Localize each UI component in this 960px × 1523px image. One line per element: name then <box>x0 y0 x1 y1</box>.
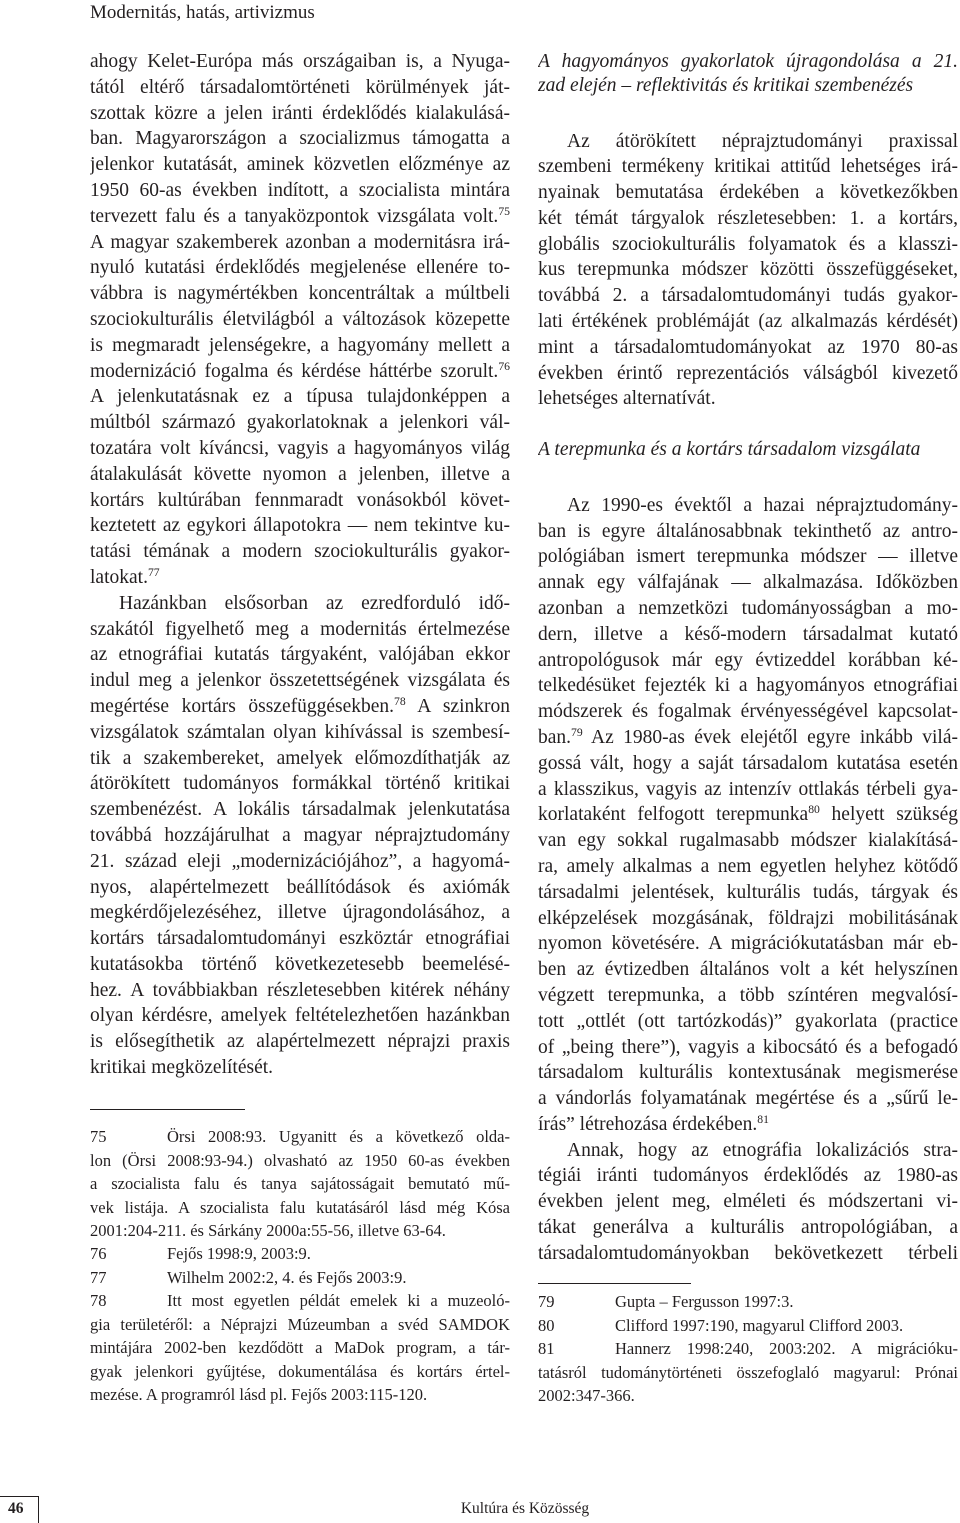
article-section <box>538 438 958 1266</box>
body-line: megkérdőjelezéséhez, illetve újragondolásához, a <box>90 902 510 924</box>
footnote-first-line <box>90 1125 510 1148</box>
body-line: pológiában ismert terepmunka módszer — illetve <box>538 546 958 568</box>
body-line: kritikai megközelítését. <box>90 1057 274 1079</box>
body-line: Annak, hogy az etnográfia lokalizációs stra- <box>567 1139 958 1161</box>
running-head: Modernitás, hatás, artivizmus <box>90 2 315 23</box>
body-line: A jelenkutatásnak ez a típusa tulajdonképpen a <box>90 386 510 408</box>
paragraph <box>90 591 510 1081</box>
body-line: ban. Magyarországon a szocializmus támogatta a <box>90 128 510 150</box>
footnote-text-line: gyak jelenkori gyűjtése, dokumentálása és kortárs értel- <box>90 1361 510 1381</box>
body-line: telkedésüket fejezték ki a hagyományos etnográfiai <box>538 675 958 697</box>
right-column-body <box>538 50 958 1267</box>
left-footnotes <box>90 1125 510 1406</box>
footnote-text-line: lon (Örsi 2008:93-94.) olvasható az 1950 60-as években <box>90 1150 510 1170</box>
body-line: Az 1990-es évektől a hazai néprajztudomány- <box>567 494 958 516</box>
section-heading-line: zad elején – reflektivitás és kritikai szembenézés <box>538 75 914 96</box>
body-line: kutatásokba történő következetesebb beemelésé- <box>90 953 510 975</box>
paragraph <box>90 49 510 591</box>
line-text: latokat. <box>90 566 148 588</box>
footnote-first-line <box>90 1289 510 1312</box>
body-line: években jelent meg, elméleti és módszertani vi- <box>538 1191 958 1213</box>
footnote-reference: 76 <box>498 359 510 373</box>
footnote-first-line <box>90 1266 510 1289</box>
paragraph <box>538 129 958 413</box>
body-line: társadalmi jelentések, kulturális tudás, tárgyak és <box>538 881 958 903</box>
body-line: a klasszikus, vagyis az intenzív ottlakás térbeli gya- <box>538 778 958 800</box>
body-line <box>538 725 958 751</box>
body-line: szottak közre a jelen iránti érdeklődés kialakulásá- <box>90 102 510 124</box>
footnote <box>90 1289 510 1406</box>
body-line <box>538 1112 958 1138</box>
footnote-text-line: Hannerz 1998:240, 2003:202. A migrációku- <box>615 1339 958 1359</box>
footnote-first-line <box>538 1314 958 1337</box>
body-line: hez. A továbbiakban részletesebben kitérek néhány <box>90 979 510 1001</box>
body-line: években érintő reprezentációs válságból kivezető <box>538 362 958 384</box>
body-line: kortárs kultúrában fennmaradt vonásokból követ- <box>90 489 510 511</box>
body-line: nyos, alapértelmezett beállítódások és axiómák <box>90 876 510 898</box>
body-line: tozatára volt kíváncsi, vagyis a hagyományos világ <box>90 437 510 459</box>
body-line: múltból származó gyakorlatoknak a jelenkori vál- <box>90 412 510 434</box>
footnote-text-line: 2002:347-366. <box>538 1386 635 1406</box>
body-line <box>90 359 510 385</box>
body-line <box>90 565 510 591</box>
section-heading-line: A terepmunka és a kortárs társadalom vizsgálata <box>538 439 921 461</box>
footnote-text-line: gia területéről: a Néprajzi Múzeumban a svéd SAMDOK <box>90 1314 510 1334</box>
line-text: helyett szükség <box>819 804 958 826</box>
footnote-number: 77 <box>90 1267 107 1287</box>
paragraph <box>538 493 958 1138</box>
body-line: két témát tárgyalok részletesebben: 1. a kortárs, <box>538 207 958 229</box>
body-line: tától eltérő társadalomtörténeti körülmények ját- <box>90 76 510 98</box>
body-line: kus terepmunka módszer közötti összefüggéseket, <box>538 259 958 281</box>
footnote-first-line <box>90 1242 510 1265</box>
footnote-first-line <box>538 1290 958 1313</box>
footnote-text-line: tatásról tudománytörténeti összefoglaló magyarul: Prónai <box>538 1362 958 1382</box>
body-line: átörökített tudományos formákkal történő kritikai <box>90 773 510 795</box>
body-line: nyuló kutatási érdeklődés megjelenése ellenére to- <box>90 257 510 279</box>
footnote-first-line <box>538 1337 958 1360</box>
footnote <box>538 1290 958 1313</box>
body-line: nyomon követésére. A migrációkutatásban már eb- <box>538 933 958 955</box>
body-line <box>90 204 510 230</box>
body-line: módszerek és fogalmak érvényességével kapcsolat- <box>538 701 958 723</box>
section-heading-line: A hagyományos gyakorlatok újragondolása a 21. <box>538 51 958 72</box>
body-line: A magyar szakemberek azonban a modernitásra irá- <box>90 231 510 253</box>
body-line: mint a társadalomtudományokat az 1970 80-as <box>538 336 958 358</box>
body-line: antropológusok már egy évtizeddel korábban ké- <box>538 649 958 671</box>
footnote-text-line: mezése. A programról lásd pl. Fejős 2003:115-120. <box>90 1385 428 1405</box>
line-text: megértése kortárs összefüggésekben. <box>90 695 395 717</box>
footnote-number: 75 <box>90 1127 107 1147</box>
body-line: átalakulását követte nyomon a jelenben, illetve a <box>90 463 510 485</box>
footnote-reference: 80 <box>808 803 820 817</box>
footnote-text-line: vek listája. A szocialista falu kutatásáról lásd még Kósa <box>90 1197 510 1217</box>
body-line: ben az évtizedben általános volt a két helyszínen <box>538 959 958 981</box>
body-line: jelenkor kutatását, aminek közvetlen előzménye az <box>90 154 510 176</box>
body-line: is megmaradt jelenségekre, a hagyomány mellett a <box>90 334 510 356</box>
body-line: van egy sokkal rugalmasabb módszer kialakításá- <box>538 830 958 852</box>
footnote-text-line: Clifford 1997:190, magyarul Clifford 2003. <box>615 1315 904 1335</box>
line-text: írás” létrehozása érdekében. <box>538 1113 758 1135</box>
footnote-text-line: Wilhelm 2002:2, 4. és Fejős 2003:9. <box>167 1267 407 1287</box>
body-line: annak egy válfajának — alkalmazása. Időközben <box>538 572 958 594</box>
body-line: társadalom kulturális kontextusának megismerése <box>538 1062 958 1084</box>
line-text: korlataként felfogott terepmunka <box>538 804 809 826</box>
line-text: A szinkron <box>405 695 510 717</box>
footnote <box>538 1314 958 1337</box>
body-line: olyan kérdésre, amelyek feltételezhetően hazánkban <box>90 1005 510 1027</box>
footnote-reference: 77 <box>147 565 160 579</box>
body-line: Az átörökített néprajztudományi praxissal <box>567 130 958 152</box>
body-line: szakától figyelhető meg a modernitás értelmezése <box>90 618 510 640</box>
footnote-separator <box>90 1109 245 1110</box>
body-line: vábbra is nagymértékben koncentráltak a múltbeli <box>90 283 510 305</box>
paragraph <box>538 1138 958 1267</box>
footnote-text-line: Fejős 1998:9, 2003:9. <box>167 1244 311 1264</box>
body-line: társadalomtudományokban bekövetkezett térbeli <box>538 1242 958 1264</box>
body-line: tákat generálva a kulturális antropológiában, a <box>538 1217 958 1239</box>
footnote-reference: 78 <box>394 694 406 708</box>
right-footnotes <box>538 1290 958 1407</box>
body-line <box>90 694 510 720</box>
body-line: kortárs társadalomtudományi eszköztár etnográfiai <box>90 928 510 950</box>
footnote-number: 78 <box>90 1291 107 1311</box>
footnote-text-line: Gupta – Fergusson 1997:3. <box>615 1292 794 1312</box>
body-line: vizsgálatok számtalan olyan kihívással is szembesí- <box>90 721 510 743</box>
body-line: of „being there”), vagyis a kibocsátó és a befogadó <box>538 1036 958 1058</box>
footnote-reference: 81 <box>757 1112 769 1126</box>
line-text: Az 1980-as évek elejétől egyre inkább vilá- <box>582 726 958 748</box>
footnote-number: 80 <box>538 1315 555 1335</box>
body-line: továbbá 2. a társadalomtudományi tudás gyakor- <box>538 285 958 307</box>
body-line: 21. század eleji „modernizációjához”, a hagyomá- <box>90 850 510 872</box>
body-line: 1950 60-as években indított, a szocialista mintára <box>90 179 510 201</box>
body-line: lati értékének problémáját (az alkalmazás kérdését) <box>538 311 958 333</box>
body-line: ahogy Kelet-Európa más országaiban is, a Nyuga- <box>90 51 510 72</box>
body-line: ban is egyre általánosabbnak tekinthető az antro- <box>538 520 958 542</box>
line-text: ban. <box>538 726 572 748</box>
body-line: Hazánkban elsősorban az ezredforduló idő- <box>119 592 510 614</box>
footnote <box>90 1242 510 1265</box>
footnote-number: 81 <box>538 1339 555 1359</box>
footnote-text-line: mintájára 2002-ben kezdődött a MaDok program, a tár- <box>90 1338 510 1358</box>
section-heading <box>538 438 958 462</box>
body-line <box>538 802 958 828</box>
body-line: tik a szakembereket, amelyek előmozdíthatják az <box>90 747 510 769</box>
body-line: is elősegíthetik az alapértelmezett néprajzi praxis <box>90 1031 510 1053</box>
body-line: szembenézést. A lokális társadalmak jelenkutatása <box>90 799 510 821</box>
footnote-text-line: Itt most egyetlen példát emelek ki a muzeoló- <box>167 1291 510 1311</box>
body-line: azonban a nemzetközi tudományosságban a mo- <box>538 597 958 619</box>
body-line: nyainak bemutatása érdekében a következőkben <box>538 182 958 204</box>
body-line: dern, illetve a késő-modern társadalmat kutató <box>538 623 958 645</box>
body-line: a vándorlás folyamatának megértése és a „sűrű le- <box>538 1088 958 1110</box>
body-line: keztetett az egykori állapotokra — nem tekintve ku- <box>90 515 510 537</box>
footnote <box>90 1125 510 1242</box>
footnote-separator <box>538 1283 691 1284</box>
footnote-text-line: Örsi 2008:93. Ugyanitt és a következő olda- <box>167 1127 510 1147</box>
page-number: 46 <box>8 1500 24 1517</box>
section-heading <box>538 50 958 98</box>
left-column-body <box>90 49 510 1081</box>
body-line: továbbá hozzájárulhat a magyar néprajztudomány <box>90 824 510 846</box>
footnote-text-line: 2001:204-211. és Sárkány 2000a:55-56, illetve 63-64. <box>90 1221 446 1241</box>
footnote-text-line: a szocialista falu és tanya sajátosságait bemutató mű- <box>90 1174 510 1194</box>
journal-title: Kultúra és Közösség <box>460 1500 590 1517</box>
body-line: tatási témának a modern szociokulturális gyakor- <box>90 541 510 563</box>
footnote-number: 76 <box>90 1244 107 1264</box>
body-line: elképzelések mozgásának, földrajzi mobilitásának <box>538 907 958 929</box>
footnote-reference: 75 <box>498 204 510 218</box>
footnote <box>538 1337 958 1407</box>
footnote-number: 79 <box>538 1292 555 1312</box>
body-line: indul meg a jelenkor összetettségének vizsgálata és <box>90 670 510 692</box>
line-text: tervezett falu és a tanyaközpontok vizsgálata volt. <box>90 205 499 227</box>
body-line: ra, amely alkalmas a nem egyetlen helyhez kötődő <box>538 855 958 877</box>
article-section <box>538 50 958 412</box>
body-line: szociokulturális életvilágból a változások közepette <box>90 308 510 330</box>
body-line: az etnográfiai kutatás tárgyaként, valójában ekkor <box>90 644 510 666</box>
line-text: modernizáció fogalma és kérdése háttérbe szorult. <box>90 360 499 382</box>
footnote <box>90 1266 510 1289</box>
body-line: szembeni termékeny kritikai attitűd lehetséges irá- <box>538 156 958 178</box>
body-line: lehetséges alternatívát. <box>538 388 716 410</box>
body-line: tott „ottlét (ott tartózkodás)” gyakorlata (practice <box>538 1010 958 1032</box>
footnote-reference: 79 <box>571 725 583 739</box>
body-line: végzett terepmunka, a több színtéren megvalósí- <box>538 984 958 1006</box>
body-line: gossá vált, hogy a saját társadalom kutatása esetén <box>538 752 958 774</box>
body-line: globális szociokulturális folyamatok és a klasszi- <box>538 233 958 255</box>
body-line: tégiái iránti tudományos érdeklődés az 1980-as <box>538 1165 958 1187</box>
